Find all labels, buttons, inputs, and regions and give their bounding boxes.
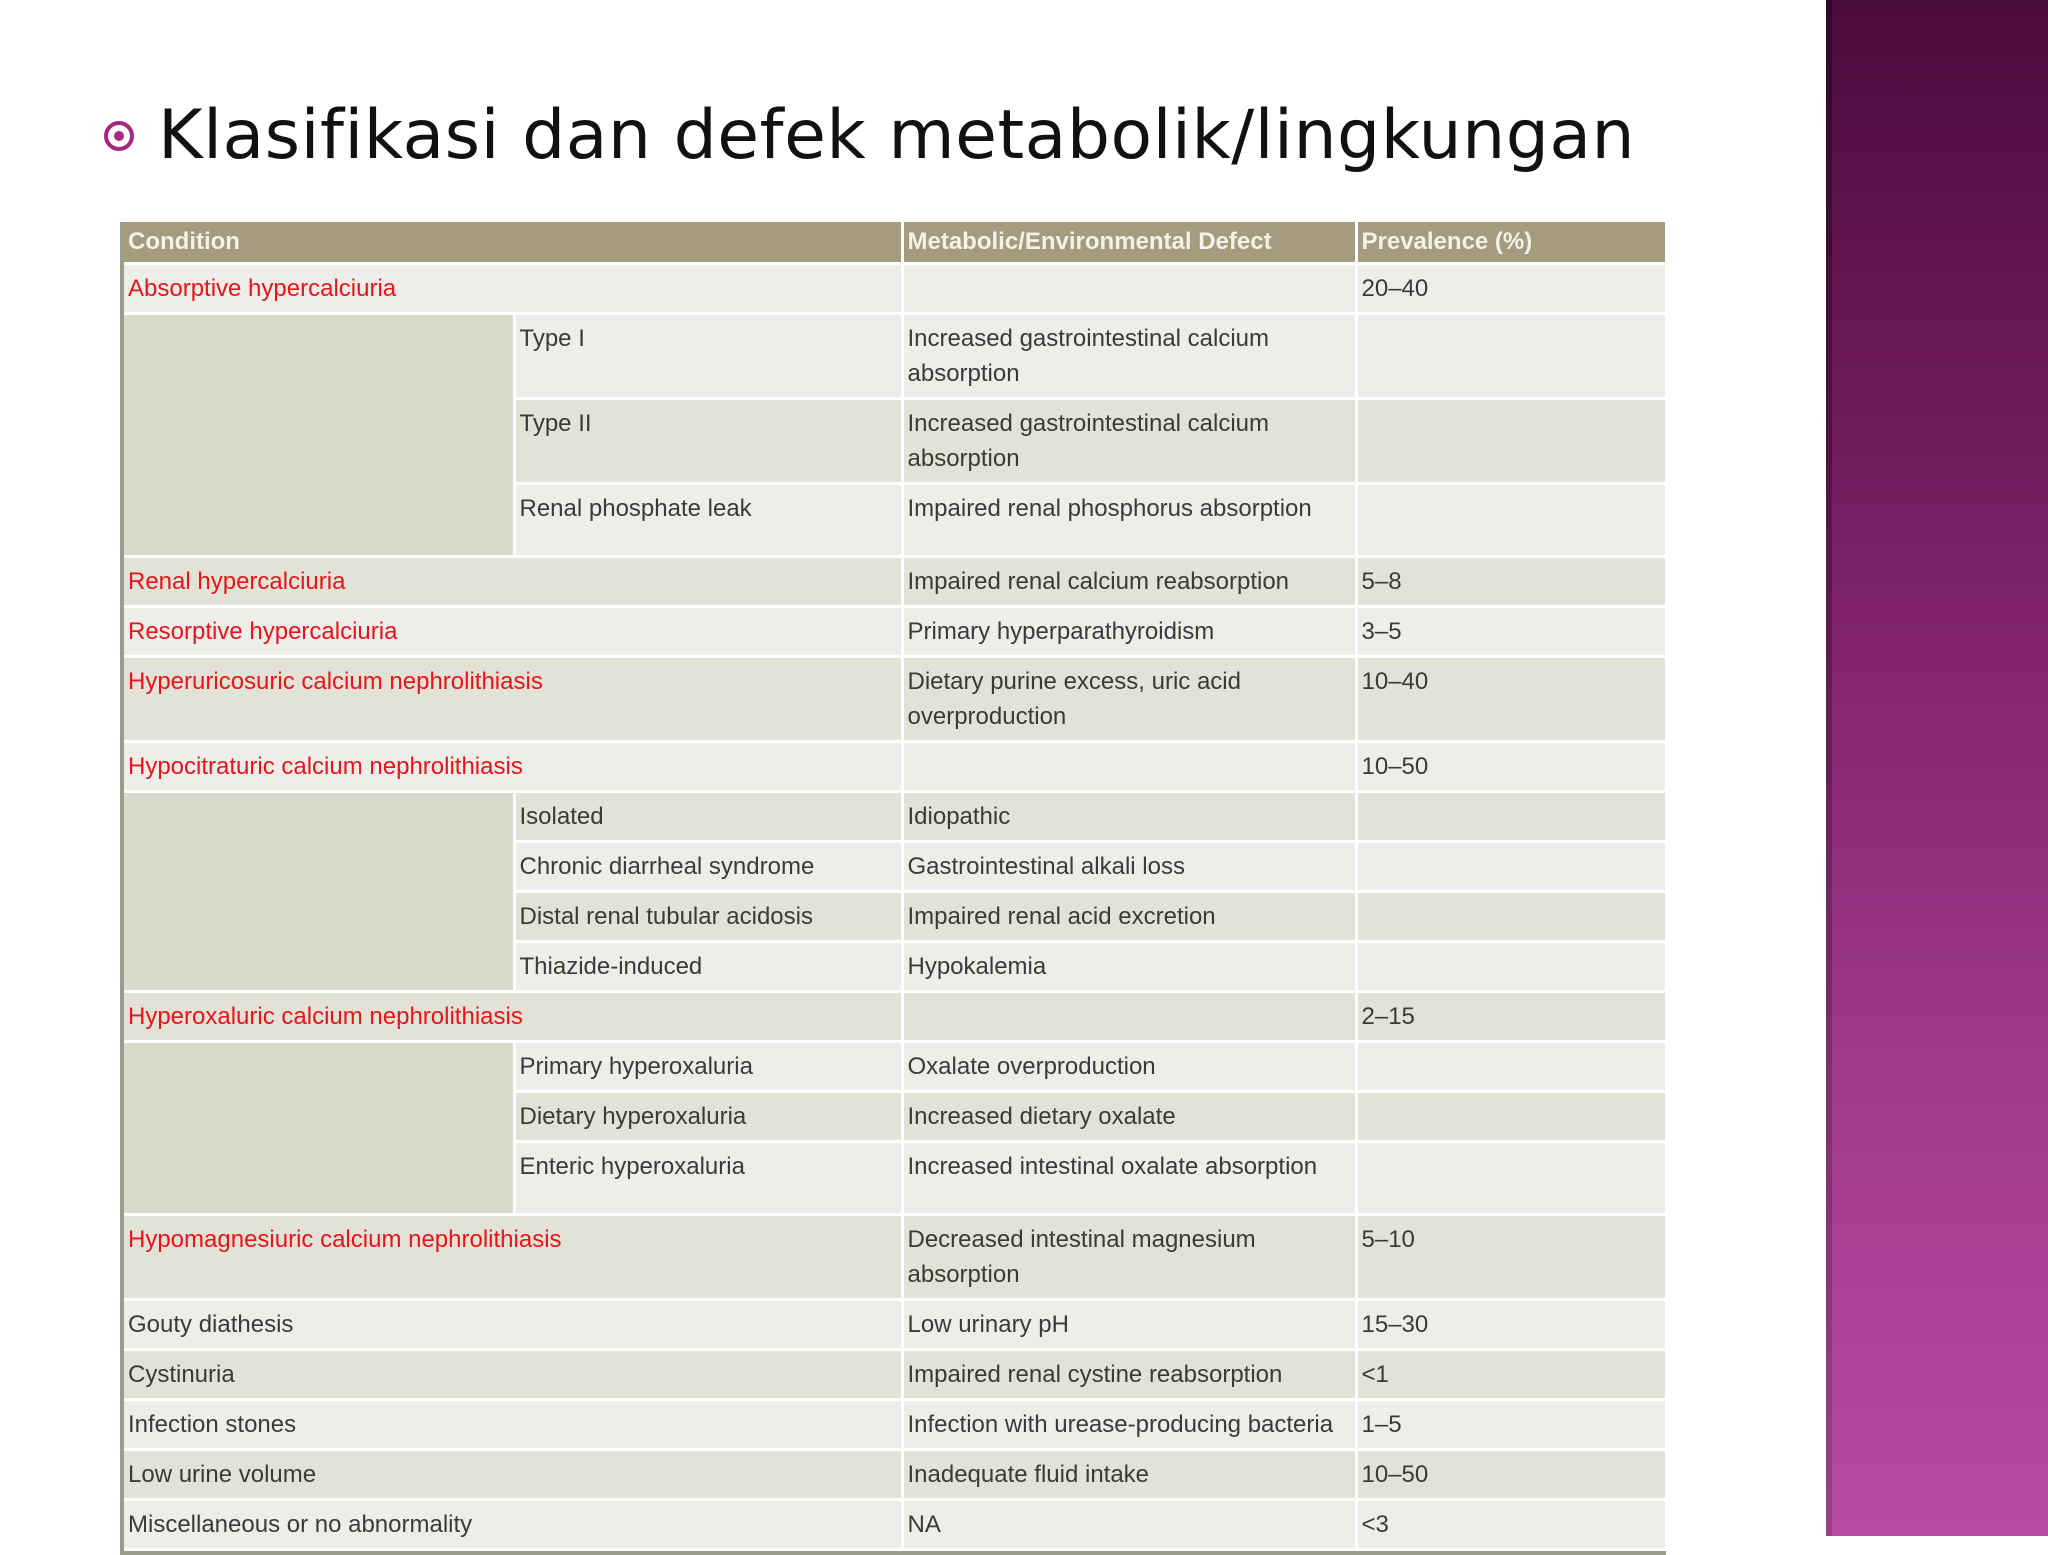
- prevalence-cell: [1356, 484, 1666, 557]
- table-row: [124, 264, 1666, 314]
- prevalence-cell: <3: [1356, 1500, 1666, 1550]
- table-row: [124, 1042, 1666, 1092]
- table-header-row: [124, 222, 1666, 264]
- empty-condition-cell: [124, 792, 514, 992]
- defect-cell: [902, 742, 1356, 792]
- condition-cell: Cystinuria: [124, 1350, 902, 1400]
- prevalence-cell: [1356, 792, 1666, 842]
- decorative-side-band: [1826, 0, 2048, 1536]
- defect-cell: Decreased intestinal magnesium absorption: [902, 1215, 1356, 1300]
- condition-cell: Hypomagnesiuric calcium nephrolithiasis: [124, 1215, 902, 1300]
- prevalence-cell: 1–5: [1356, 1400, 1666, 1450]
- table-row: [124, 1450, 1666, 1500]
- prevalence-cell: [1356, 399, 1666, 484]
- prevalence-cell: [1356, 1092, 1666, 1142]
- condition-cell: Absorptive hypercalciuria: [124, 264, 902, 314]
- classification-table: [124, 222, 1668, 1551]
- prevalence-cell: 5–10: [1356, 1215, 1666, 1300]
- prevalence-cell: [1356, 892, 1666, 942]
- defect-cell: NA: [902, 1500, 1356, 1550]
- prevalence-cell: [1356, 942, 1666, 992]
- defect-cell: Increased gastrointestinal calcium absorption: [902, 314, 1356, 399]
- defect-cell: Infection with urease-producing bacteria: [902, 1400, 1356, 1450]
- defect-cell: Increased intestinal oxalate absorption: [902, 1142, 1356, 1215]
- condition-cell: Gouty diathesis: [124, 1300, 902, 1350]
- prevalence-cell: [1356, 314, 1666, 399]
- prevalence-cell: <1: [1356, 1350, 1666, 1400]
- empty-condition-cell: [124, 314, 514, 557]
- empty-condition-cell: [124, 1042, 514, 1215]
- defect-cell: Increased gastrointestinal calcium absorption: [902, 399, 1356, 484]
- prevalence-cell: [1356, 842, 1666, 892]
- table-row: [124, 657, 1666, 742]
- header-condition: Condition: [124, 222, 902, 264]
- prevalence-cell: 10–50: [1356, 742, 1666, 792]
- table-row: [124, 742, 1666, 792]
- slide-title: Klasifikasi dan defek metabolik/lingkungan: [158, 96, 1636, 175]
- condition-cell: Miscellaneous or no abnormality: [124, 1500, 902, 1550]
- subtype-cell: Renal phosphate leak: [514, 484, 902, 557]
- header-prevalence: Prevalence (%): [1356, 222, 1666, 264]
- subtype-cell: Primary hyperoxaluria: [514, 1042, 902, 1092]
- prevalence-cell: [1356, 1042, 1666, 1092]
- defect-cell: Impaired renal phosphorus absorption: [902, 484, 1356, 557]
- prevalence-cell: 10–50: [1356, 1450, 1666, 1500]
- header-defect: Metabolic/Environmental Defect: [902, 222, 1356, 264]
- prevalence-cell: 20–40: [1356, 264, 1666, 314]
- condition-cell: Hypocitraturic calcium nephrolithiasis: [124, 742, 902, 792]
- condition-cell: Hyperuricosuric calcium nephrolithiasis: [124, 657, 902, 742]
- subtype-cell: Type II: [514, 399, 902, 484]
- defect-cell: Gastrointestinal alkali loss: [902, 842, 1356, 892]
- slide-heading: [104, 96, 1635, 175]
- condition-cell: Low urine volume: [124, 1450, 902, 1500]
- classification-table-container: [120, 222, 1666, 1555]
- prevalence-cell: 2–15: [1356, 992, 1666, 1042]
- table-row: [124, 1400, 1666, 1450]
- table-row: [124, 1300, 1666, 1350]
- defect-cell: Impaired renal calcium reabsorption: [902, 557, 1356, 607]
- prevalence-cell: [1356, 1142, 1666, 1215]
- subtype-cell: Distal renal tubular acidosis: [514, 892, 902, 942]
- subtype-cell: Thiazide-induced: [514, 942, 902, 992]
- defect-cell: Oxalate overproduction: [902, 1042, 1356, 1092]
- circle-bullet-icon: [104, 121, 134, 151]
- condition-cell: Resorptive hypercalciuria: [124, 607, 902, 657]
- table-row: [124, 1500, 1666, 1550]
- prevalence-cell: 3–5: [1356, 607, 1666, 657]
- table-row: [124, 1215, 1666, 1300]
- table-row: [124, 314, 1666, 399]
- prevalence-cell: 5–8: [1356, 557, 1666, 607]
- defect-cell: Inadequate fluid intake: [902, 1450, 1356, 1500]
- defect-cell: [902, 264, 1356, 314]
- defect-cell: Hypokalemia: [902, 942, 1356, 992]
- condition-cell: Infection stones: [124, 1400, 902, 1450]
- condition-cell: Hyperoxaluric calcium nephrolithiasis: [124, 992, 902, 1042]
- defect-cell: Primary hyperparathyroidism: [902, 607, 1356, 657]
- prevalence-cell: 15–30: [1356, 1300, 1666, 1350]
- table-row: [124, 992, 1666, 1042]
- defect-cell: Impaired renal acid excretion: [902, 892, 1356, 942]
- subtype-cell: Chronic diarrheal syndrome: [514, 842, 902, 892]
- table-row: [124, 607, 1666, 657]
- subtype-cell: Type I: [514, 314, 902, 399]
- defect-cell: Idiopathic: [902, 792, 1356, 842]
- subtype-cell: Dietary hyperoxaluria: [514, 1092, 902, 1142]
- table-row: [124, 557, 1666, 607]
- defect-cell: [902, 992, 1356, 1042]
- table-row: [124, 1350, 1666, 1400]
- prevalence-cell: 10–40: [1356, 657, 1666, 742]
- defect-cell: Increased dietary oxalate: [902, 1092, 1356, 1142]
- subtype-cell: Enteric hyperoxaluria: [514, 1142, 902, 1215]
- table-row: [124, 792, 1666, 842]
- defect-cell: Low urinary pH: [902, 1300, 1356, 1350]
- defect-cell: Dietary purine excess, uric acid overproduction: [902, 657, 1356, 742]
- condition-cell: Renal hypercalciuria: [124, 557, 902, 607]
- subtype-cell: Isolated: [514, 792, 902, 842]
- defect-cell: Impaired renal cystine reabsorption: [902, 1350, 1356, 1400]
